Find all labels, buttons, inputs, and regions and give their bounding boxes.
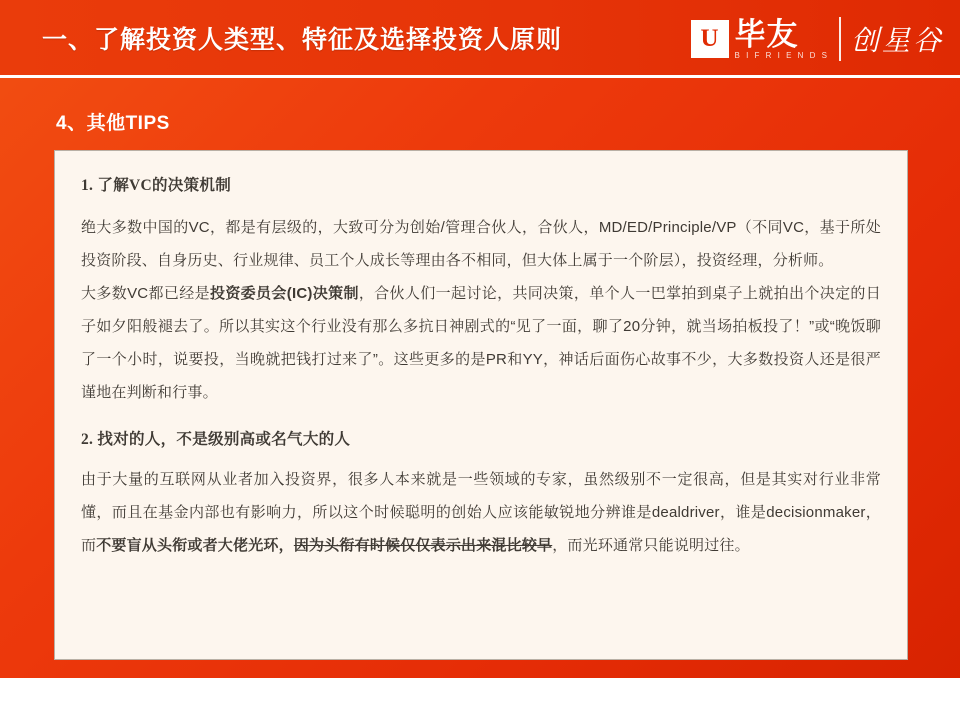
logo-mark-icon: U — [691, 20, 729, 58]
content-card — [54, 150, 908, 660]
heading-2-emphasis-1: 级别高 — [208, 431, 256, 448]
slide-header — [0, 0, 960, 78]
content-heading-1: 1. 了解VC的决策机制 — [81, 177, 231, 194]
paragraph-2-part-2: ，合伙人们一起讨论，共同决策，单个人一巴掌拍到桌子上就拍出个决定的日子如夕阳般褪去了。所以其实这个行业没有那么多抗日神剧式的“见了一面，聊了20分钟，就当场拍板投了！”或“晚饭聊了一个小时，说要投，当晚就把钱打过来了”。这些更多的是PR和YY，神话后面伤心故事不少，大多数投资人还是很严谨地在判断和行事。 — [81, 285, 881, 401]
heading-2-part-1: 2. 找对的人，不是 — [81, 431, 209, 448]
slide-footer — [0, 678, 960, 720]
paragraph-2-part-1: 大多数VC都已经是 — [81, 285, 210, 302]
content-heading-2 — [81, 427, 881, 449]
brand-logo — [691, 8, 944, 70]
paragraph-3-emphasis: 不要盲从头衔或者大佬光环， — [96, 537, 294, 554]
content-paragraph-3 — [81, 463, 881, 562]
section-label: 4、其他TIPS — [56, 113, 170, 134]
logo-script-text: 创星谷 — [850, 26, 944, 57]
page-title: 一、了解投资人类型、特征及选择投资人原则 — [42, 25, 563, 54]
content-paragraph-1: 绝大多数中国的VC，都是有层级的，大致可分为创始/管理合伙人，合伙人，MD/ED/Principle/VP（不同VC，基于所处投资阶段、自身历史、行业规律、员工个人成长等理由各不相同，但大体上属于一个阶层），投资经理，分析师。 — [81, 219, 881, 269]
logo-brand-name — [734, 16, 829, 60]
paragraph-2-emphasis: 投资委员会(IC)决策制 — [209, 285, 359, 302]
content-paragraph-2 — [81, 277, 881, 409]
heading-2-emphasis-2: 名气大的人 — [271, 431, 351, 448]
logo-brand-text: 毕友 — [734, 16, 799, 52]
paragraph-3-part-2: ，而光环通常只能说明过往。 — [552, 537, 750, 554]
heading-2-part-2: 或 — [255, 431, 272, 448]
logo-brand-subtext: B I F R I E N D S — [734, 50, 829, 60]
logo-divider — [839, 17, 841, 61]
paragraph-3-part-1: 由于大量的互联网从业者加入投资界，很多人本来就是一些领域的专家，虽然级别不一定很高，但是其实对行业非常懂，而且在基金内部也有影响力，所以这个时候聪明的创始人应该能敏锐地分辨谁是dealdriver，谁是decisionmaker，而 — [81, 471, 881, 554]
paragraph-3-strikethrough: 因为头衔有时候仅仅表示出来混比较早 — [293, 537, 553, 554]
